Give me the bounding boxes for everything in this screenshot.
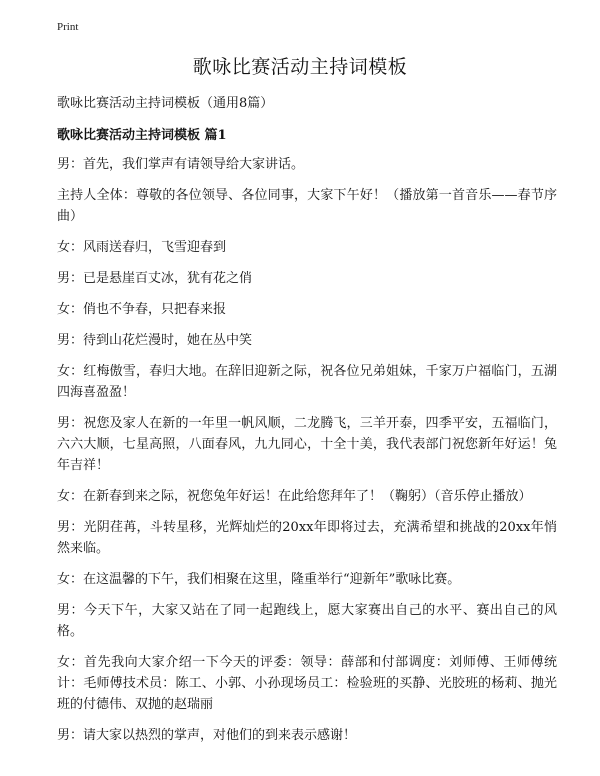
paragraph: 女：风雨送春归，飞雪迎春到: [57, 240, 227, 255]
paragraph: 女：首先我向大家介绍一下今天的评委：领导：薛部和付部调度：刘师傅、王师傅统计：毛师傅技术员：陈工、小郭、小孙现场员工：检验班的买静、光胶班的杨莉、抛光班的付德伟、双抛的赵瑞丽: [57, 655, 557, 712]
paragraph: 男：今天下午，大家又站在了同一起跑线上，愿大家赛出自己的水平、赛出自己的风格。: [57, 603, 557, 639]
paragraph: 男：请大家以热烈的掌声，对他们的到来表示感谢！: [57, 728, 357, 743]
paragraph: 主持人全体：尊敬的各位领导、各位同事，大家下午好！（播放第一首音乐——春节序曲）: [57, 188, 557, 224]
paragraph: 男：首先，我们掌声有请领导给大家讲话。: [57, 157, 305, 172]
document-title: 歌咏比赛活动主持词模板: [192, 56, 408, 78]
paragraph: 男：祝您及家人在新的一年里一帆风顺，二龙腾飞，三羊开泰，四季平安，五福临门，六六大顺，七星高照，八面春风，九九同心，十全十美，我代表部门祝您新年好运！兔年吉祥！: [57, 416, 557, 473]
paragraph: 男：已是悬崖百丈冰，犹有花之俏: [57, 271, 253, 286]
document-body: [57, 154, 557, 756]
paragraph: 女：红梅傲雪，春归大地。在辞旧迎新之际，祝各位兄弟姐妹，千家万户福临门，五湖四海喜盈盈！: [57, 364, 557, 400]
document-subtitle: 歌咏比赛活动主持词模板（通用8篇）: [57, 96, 274, 111]
print-label: Print: [57, 21, 79, 33]
paragraph: 女：在这温馨的下午，我们相聚在这里，隆重举行“迎新年”歌咏比赛。: [57, 572, 461, 587]
section-heading: 歌咏比赛活动主持词模板 篇1: [57, 128, 227, 143]
paragraph: 男：待到山花烂漫时，她在丛中笑: [57, 333, 253, 348]
paragraph: 男：光阴荏苒，斗转星移，光辉灿烂的20xx年即将过去，充满希望和挑战的20xx年悄然来临。: [57, 520, 557, 556]
paragraph: 女：在新春到来之际，祝您兔年好运！在此给您拜年了！（鞠躬）（音乐停止播放）: [57, 489, 532, 504]
paragraph: 女：俏也不争春，只把春来报: [57, 302, 227, 317]
